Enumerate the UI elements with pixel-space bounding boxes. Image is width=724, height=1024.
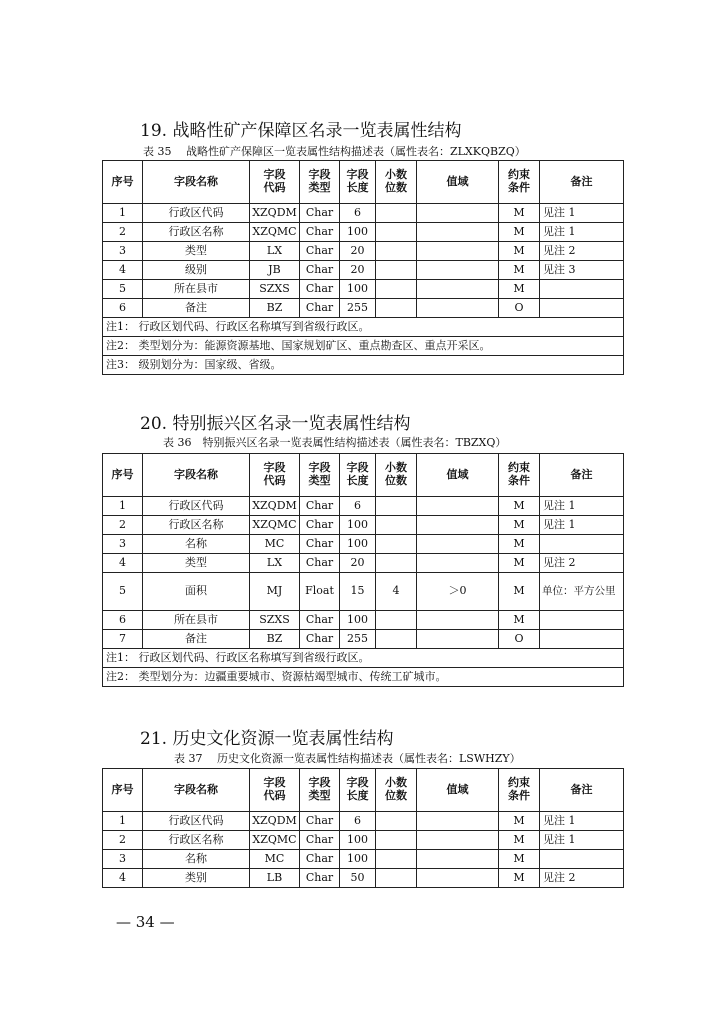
col-header-decimal-line2: 位数 (385, 474, 407, 487)
cell-no: 5 (103, 573, 143, 611)
table-note-row (103, 356, 624, 375)
col-header-field-length-line2: 长度 (346, 789, 369, 802)
col-header-constraint (499, 454, 540, 497)
cell-code: BZ (250, 299, 300, 318)
section-21-title: 21. 历史文化资源一览表属性结构 (140, 729, 394, 749)
cell-range (417, 261, 499, 280)
cell-remark (540, 299, 624, 318)
cell-code: XZQMC (250, 223, 300, 242)
col-header-remark-text: 备注 (570, 467, 593, 481)
cell-no: 3 (103, 850, 143, 869)
cell-name: 行政区名称 (143, 831, 250, 850)
cell-range (417, 204, 499, 223)
col-header-field-name-text: 字段名称 (174, 782, 218, 796)
col-header-range-text: 值域 (446, 467, 469, 481)
col-header-field-code (250, 769, 300, 812)
col-header-field-type (300, 454, 340, 497)
col-header-field-length (340, 769, 376, 812)
table-header-row (103, 769, 624, 812)
section-20-title: 20. 特别振兴区名录一览表属性结构 (140, 414, 411, 434)
table-row (103, 223, 624, 242)
col-header-constraint-line2: 条件 (508, 181, 530, 194)
col-header-remark-text: 备注 (570, 782, 593, 796)
cell-code: XZQMC (250, 831, 300, 850)
col-header-decimal-line1: 小数 (385, 776, 407, 790)
cell-range (417, 223, 499, 242)
table-row (103, 280, 624, 299)
cell-con: M (499, 611, 540, 630)
cell-code: SZXS (250, 280, 300, 299)
cell-no: 4 (103, 869, 143, 888)
cell-len: 6 (340, 812, 376, 831)
col-header-field-name (143, 454, 250, 497)
col-header-field-length-line1: 字段 (346, 461, 369, 475)
cell-len: 255 (340, 630, 376, 649)
cell-no: 1 (103, 812, 143, 831)
table-row (103, 611, 624, 630)
cell-type: Char (300, 223, 340, 242)
cell-dec (376, 554, 417, 573)
cell-range (417, 280, 499, 299)
cell-type: Char (300, 831, 340, 850)
cell-dec (376, 204, 417, 223)
table-note: 注2： 类型划分为：能源资源基地、国家规划矿区、重点勘查区、重点开采区。 (103, 337, 624, 356)
cell-no: 2 (103, 831, 143, 850)
col-header-constraint-line1: 约束 (508, 776, 530, 790)
cell-type: Char (300, 554, 340, 573)
cell-remark: 见注 3 (540, 261, 624, 280)
col-header-range-text: 值域 (446, 174, 469, 188)
cell-con: M (499, 223, 540, 242)
table-row (103, 497, 624, 516)
cell-name: 类别 (143, 869, 250, 888)
table-header-row (103, 161, 624, 204)
cell-len: 100 (340, 535, 376, 554)
cell-code: XZQDM (250, 497, 300, 516)
cell-len: 6 (340, 497, 376, 516)
col-header-field-length-line2: 长度 (346, 474, 369, 487)
cell-con: M (499, 812, 540, 831)
col-header-field-code (250, 454, 300, 497)
table-note: 注3： 级别划分为：国家级、省级。 (103, 356, 624, 375)
table-36-caption: 表 36 特别振兴区名录一览表属性结构描述表（属性表名：TBZXQ） (163, 436, 507, 449)
cell-remark (540, 280, 624, 299)
col-header-field-name-text: 字段名称 (174, 174, 218, 188)
col-header-field-code-line2: 代码 (263, 474, 286, 487)
col-header-field-name (143, 161, 250, 204)
table-row (103, 299, 624, 318)
cell-con: M (499, 204, 540, 223)
cell-type: Char (300, 261, 340, 280)
table-row (103, 831, 624, 850)
col-header-field-length-line1: 字段 (346, 776, 369, 790)
col-header-decimal-line1: 小数 (385, 168, 407, 182)
table-36 (102, 453, 624, 687)
cell-name: 类型 (143, 242, 250, 261)
cell-code: LB (250, 869, 300, 888)
table-row (103, 630, 624, 649)
cell-remark: 见注 2 (540, 869, 624, 888)
cell-type: Char (300, 242, 340, 261)
cell-dec (376, 261, 417, 280)
table-row (103, 573, 624, 611)
cell-con: M (499, 831, 540, 850)
cell-range (417, 497, 499, 516)
cell-name: 面积 (143, 573, 250, 611)
cell-remark: 见注 2 (540, 554, 624, 573)
col-header-field-name-text: 字段名称 (174, 467, 218, 481)
col-header-constraint-line1: 约束 (508, 168, 530, 182)
cell-type: Char (300, 630, 340, 649)
cell-no: 6 (103, 299, 143, 318)
cell-dec (376, 850, 417, 869)
cell-dec (376, 497, 417, 516)
cell-dec (376, 299, 417, 318)
cell-no: 2 (103, 223, 143, 242)
table-note: 注1： 行政区划代码、行政区名称填写到省级行政区。 (103, 649, 624, 668)
cell-remark (540, 850, 624, 869)
cell-type: Char (300, 611, 340, 630)
cell-range (417, 242, 499, 261)
cell-code: SZXS (250, 611, 300, 630)
col-header-field-type (300, 161, 340, 204)
table-note: 注1： 行政区划代码、行政区名称填写到省级行政区。 (103, 318, 624, 337)
col-header-field-code-line2: 代码 (263, 181, 286, 194)
cell-type: Char (300, 516, 340, 535)
cell-remark: 见注 1 (540, 223, 624, 242)
cell-remark: 单位：平方公里 (540, 573, 624, 611)
cell-no: 3 (103, 535, 143, 554)
cell-no: 2 (103, 516, 143, 535)
col-header-decimal-line1: 小数 (385, 461, 407, 475)
cell-remark: 见注 1 (540, 497, 624, 516)
col-header-no-text: 序号 (111, 782, 134, 796)
col-header-field-type-line2: 类型 (308, 474, 331, 487)
cell-range (417, 812, 499, 831)
cell-range (417, 630, 499, 649)
col-header-constraint (499, 769, 540, 812)
table-37-caption: 表 37 历史文化资源一览表属性结构描述表（属性表名：LSWHZY） (174, 752, 521, 765)
col-header-field-code-line1: 字段 (263, 168, 286, 182)
col-header-field-type-line2: 类型 (308, 789, 331, 802)
cell-no: 1 (103, 497, 143, 516)
cell-remark (540, 535, 624, 554)
col-header-no-text: 序号 (111, 467, 134, 481)
cell-len: 50 (340, 869, 376, 888)
col-header-field-type-line1: 字段 (308, 168, 331, 182)
col-header-field-type-line1: 字段 (308, 776, 331, 790)
cell-remark: 见注 2 (540, 242, 624, 261)
cell-len: 20 (340, 242, 376, 261)
cell-range (417, 611, 499, 630)
cell-con: M (499, 554, 540, 573)
col-header-range (417, 769, 499, 812)
cell-range (417, 554, 499, 573)
cell-code: JB (250, 261, 300, 280)
table-35 (102, 160, 624, 375)
cell-dec (376, 630, 417, 649)
col-header-field-code-line1: 字段 (263, 461, 286, 475)
cell-name: 备注 (143, 630, 250, 649)
cell-type: Char (300, 812, 340, 831)
col-header-field-code (250, 161, 300, 204)
cell-no: 3 (103, 242, 143, 261)
cell-dec: 4 (376, 573, 417, 611)
col-header-decimal-line2: 位数 (385, 181, 407, 194)
section-19-title: 19. 战略性矿产保障区名录一览表属性结构 (140, 121, 462, 141)
cell-type: Char (300, 204, 340, 223)
col-header-field-type-line2: 类型 (308, 181, 331, 194)
cell-name: 行政区代码 (143, 497, 250, 516)
col-header-field-type (300, 769, 340, 812)
cell-no: 4 (103, 554, 143, 573)
page-number: — 34 — (116, 913, 175, 931)
cell-con: M (499, 869, 540, 888)
col-header-field-type-line1: 字段 (308, 461, 331, 475)
cell-no: 1 (103, 204, 143, 223)
table-row (103, 869, 624, 888)
cell-code: LX (250, 554, 300, 573)
cell-con: M (499, 242, 540, 261)
cell-con: M (499, 261, 540, 280)
cell-dec (376, 242, 417, 261)
col-header-decimal-line2: 位数 (385, 789, 407, 802)
col-header-range (417, 161, 499, 204)
cell-len: 100 (340, 831, 376, 850)
table-row (103, 535, 624, 554)
table-header-row (103, 454, 624, 497)
col-header-no-text: 序号 (111, 174, 134, 188)
cell-con: O (499, 630, 540, 649)
cell-dec (376, 812, 417, 831)
cell-len: 255 (340, 299, 376, 318)
table-note: 注2： 类型划分为：边疆重要城市、资源枯竭型城市、传统工矿城市。 (103, 668, 624, 687)
cell-len: 15 (340, 573, 376, 611)
col-header-no (103, 769, 143, 812)
cell-dec (376, 223, 417, 242)
table-35-caption: 表 35 战略性矿产保障区一览表属性结构描述表（属性表名：ZLXKQBZQ） (143, 145, 526, 158)
cell-range: ＞0 (417, 573, 499, 611)
cell-con: M (499, 535, 540, 554)
col-header-decimal (376, 454, 417, 497)
table-37 (102, 768, 624, 888)
table-row (103, 242, 624, 261)
table-note-row (103, 318, 624, 337)
table-row (103, 850, 624, 869)
cell-dec (376, 611, 417, 630)
cell-dec (376, 831, 417, 850)
cell-code: XZQDM (250, 204, 300, 223)
cell-range (417, 831, 499, 850)
cell-len: 100 (340, 850, 376, 869)
cell-con: M (499, 516, 540, 535)
cell-con: O (499, 299, 540, 318)
col-header-range (417, 454, 499, 497)
cell-remark: 见注 1 (540, 204, 624, 223)
cell-len: 6 (340, 204, 376, 223)
col-header-remark (540, 769, 624, 812)
cell-range (417, 535, 499, 554)
col-header-constraint-line1: 约束 (508, 461, 530, 475)
cell-remark (540, 630, 624, 649)
col-header-decimal (376, 161, 417, 204)
cell-type: Char (300, 535, 340, 554)
cell-remark: 见注 1 (540, 812, 624, 831)
col-header-remark (540, 454, 624, 497)
cell-name: 名称 (143, 850, 250, 869)
cell-remark: 见注 1 (540, 516, 624, 535)
cell-con: M (499, 280, 540, 299)
cell-no: 6 (103, 611, 143, 630)
cell-dec (376, 516, 417, 535)
col-header-constraint-line2: 条件 (508, 789, 530, 802)
cell-len: 20 (340, 261, 376, 280)
cell-dec (376, 280, 417, 299)
table-note-row (103, 649, 624, 668)
cell-type: Float (300, 573, 340, 611)
cell-remark (540, 611, 624, 630)
cell-remark: 见注 1 (540, 831, 624, 850)
cell-type: Char (300, 869, 340, 888)
col-header-remark-text: 备注 (570, 174, 593, 188)
cell-type: Char (300, 497, 340, 516)
cell-range (417, 850, 499, 869)
cell-name: 行政区名称 (143, 516, 250, 535)
cell-dec (376, 535, 417, 554)
cell-name: 行政区代码 (143, 204, 250, 223)
cell-name: 备注 (143, 299, 250, 318)
cell-len: 100 (340, 280, 376, 299)
col-header-field-code-line1: 字段 (263, 776, 286, 790)
cell-code: MJ (250, 573, 300, 611)
cell-no: 5 (103, 280, 143, 299)
cell-con: M (499, 573, 540, 611)
table-row (103, 516, 624, 535)
table-note-row (103, 337, 624, 356)
col-header-field-length (340, 161, 376, 204)
cell-no: 4 (103, 261, 143, 280)
cell-type: Char (300, 280, 340, 299)
cell-len: 100 (340, 223, 376, 242)
cell-no: 7 (103, 630, 143, 649)
cell-name: 行政区名称 (143, 223, 250, 242)
col-header-field-name (143, 769, 250, 812)
col-header-constraint (499, 161, 540, 204)
table-row (103, 812, 624, 831)
cell-con: M (499, 497, 540, 516)
table-note-row (103, 668, 624, 687)
col-header-no (103, 454, 143, 497)
col-header-field-length-line2: 长度 (346, 181, 369, 194)
cell-con: M (499, 850, 540, 869)
col-header-range-text: 值域 (446, 782, 469, 796)
cell-code: LX (250, 242, 300, 261)
col-header-field-code-line2: 代码 (263, 789, 286, 802)
col-header-field-length (340, 454, 376, 497)
cell-type: Char (300, 299, 340, 318)
cell-len: 100 (340, 611, 376, 630)
cell-range (417, 299, 499, 318)
cell-name: 所在县市 (143, 611, 250, 630)
col-header-no (103, 161, 143, 204)
cell-code: MC (250, 535, 300, 554)
col-header-field-length-line1: 字段 (346, 168, 369, 182)
cell-len: 100 (340, 516, 376, 535)
cell-code: BZ (250, 630, 300, 649)
cell-code: XZQMC (250, 516, 300, 535)
cell-name: 名称 (143, 535, 250, 554)
table-row (103, 204, 624, 223)
cell-name: 所在县市 (143, 280, 250, 299)
cell-name: 行政区代码 (143, 812, 250, 831)
cell-type: Char (300, 850, 340, 869)
cell-name: 类型 (143, 554, 250, 573)
cell-code: MC (250, 850, 300, 869)
cell-len: 20 (340, 554, 376, 573)
col-header-remark (540, 161, 624, 204)
cell-range (417, 869, 499, 888)
col-header-decimal (376, 769, 417, 812)
cell-range (417, 516, 499, 535)
cell-code: XZQDM (250, 812, 300, 831)
table-row (103, 261, 624, 280)
col-header-constraint-line2: 条件 (508, 474, 530, 487)
table-row (103, 554, 624, 573)
cell-name: 级别 (143, 261, 250, 280)
cell-dec (376, 869, 417, 888)
